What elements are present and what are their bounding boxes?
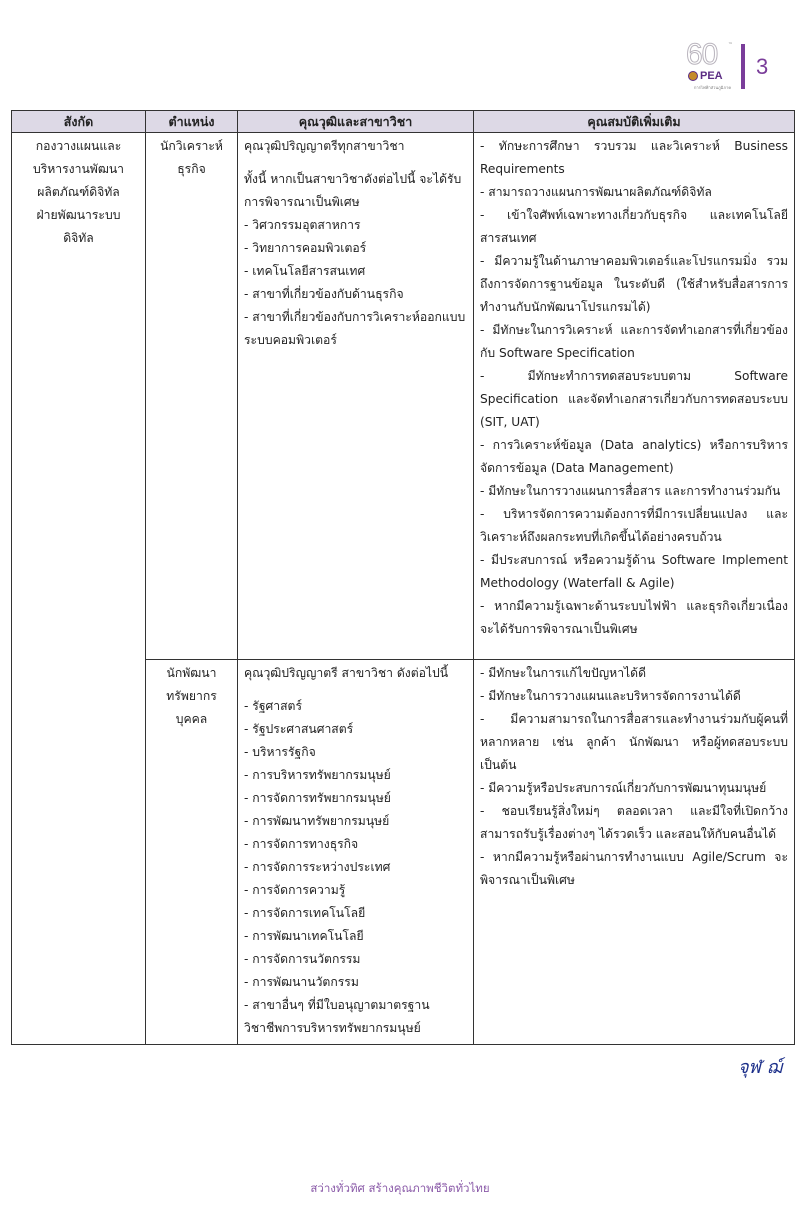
qualification-note: ทั้งนี้ หากเป็นสาขาวิชาดังต่อไปนี้ จะได้รับการพิจารณาเป็นพิเศษ bbox=[244, 172, 462, 209]
additional-cell bbox=[474, 133, 795, 660]
major-item: - รัฐศาสตร์ bbox=[244, 699, 303, 713]
additional-item: - มีประสบการณ์ หรือความรู้ด้าน Software Implement Methodology (Waterfall & Agile) bbox=[480, 553, 788, 590]
qualification-intro: คุณวุฒิปริญญาตรี สาขาวิชา ดังต่อไปนี้ bbox=[244, 666, 449, 680]
additional-item: - มีทักษะในการวางแผนการสื่อสาร และการทำงานร่วมกัน bbox=[480, 484, 781, 498]
major-item: - วิศวกรรมอุตสาหการ bbox=[244, 218, 361, 232]
major-item: - การจัดการทรัพยากรมนุษย์ bbox=[244, 791, 391, 805]
column-header-qualification: คุณวุฒิและสาขาวิชา bbox=[238, 111, 474, 133]
position-line: ทรัพยากร bbox=[166, 689, 217, 703]
department-line: ฝ่ายพัฒนาระบบ bbox=[36, 208, 121, 222]
logo-subtext: การไฟฟ้าส่วนภูมิภาค bbox=[694, 85, 731, 90]
additional-item: - มีความรู้ในด้านภาษาคอมพิวเตอร์และโปรแกรมมิ่ง รวมถึงการจัดการฐานข้อมูล ในระดับดี (ใช้สำหรับสื่อสารการทำงานกับนักพัฒนาโปรแกรมได้) bbox=[480, 254, 788, 314]
qualification-cell bbox=[238, 660, 474, 1045]
department-line: ดิจิทัล bbox=[63, 231, 94, 245]
major-item: - การจัดการนวัตกรรม bbox=[244, 952, 361, 966]
major-item: - บริหารรัฐกิจ bbox=[244, 745, 316, 759]
major-item: - สาขาที่เกี่ยวข้องกับการวิเคราะห์ออกแบบระบบคอมพิวเตอร์ bbox=[244, 310, 466, 347]
qualification-cell bbox=[238, 133, 474, 660]
qualification-intro: คุณวุฒิปริญญาตรีทุกสาขาวิชา bbox=[244, 139, 405, 153]
major-item: - การจัดการความรู้ bbox=[244, 883, 346, 897]
major-item: - การจัดการทางธุรกิจ bbox=[244, 837, 359, 851]
major-item: - สาขาที่เกี่ยวข้องกับด้านธุรกิจ bbox=[244, 287, 404, 301]
additional-item: - มีความรู้หรือประสบการณ์เกี่ยวกับการพัฒนาทุนมนุษย์ bbox=[480, 781, 767, 795]
additional-item: - หากมีความรู้เฉพาะด้านระบบไฟฟ้า และธุรกิจเกี่ยวเนื่อง จะได้รับการพิจารณาเป็นพิเศษ bbox=[480, 599, 788, 636]
major-item: - สาขาอื่นๆ ที่มีใบอนุญาตมาตรฐานวิชาชีพการบริหารทรัพยากรมนุษย์ bbox=[244, 998, 430, 1035]
additional-item: - ทักษะการศึกษา รวบรวม และวิเคราะห์ Business Requirements bbox=[480, 139, 788, 176]
position-line: นักวิเคราะห์ bbox=[160, 139, 223, 153]
major-item: - การพัฒนาเทคโนโลยี bbox=[244, 929, 364, 943]
column-header-department: สังกัด bbox=[12, 111, 146, 133]
additional-item: - มีทักษะในการแก้ไขปัญหาได้ดี bbox=[480, 666, 647, 680]
department-line: กองวางแผนและ bbox=[35, 139, 122, 153]
department-line: ผลิตภัณฑ์ดิจิทัล bbox=[37, 185, 120, 199]
table-row bbox=[12, 133, 795, 660]
position-cell bbox=[146, 133, 238, 660]
logo-60-text: 60 bbox=[686, 38, 718, 71]
additional-item: - ชอบเรียนรู้สิ่งใหม่ๆ ตลอดเวลา และมีใจที่เปิดกว้าง สามารถรับรู้เรื่องต่างๆ ได้รวดเร็ว และสอนให้กับคนอื่นได้ bbox=[480, 804, 788, 841]
signature: จุฬ ฌ์ bbox=[738, 1057, 782, 1078]
additional-item: - มีทักษะในการวางแผนและบริหารจัดการงานได้ดี bbox=[480, 689, 741, 703]
table-header-row bbox=[12, 111, 795, 133]
position-line: นักพัฒนา bbox=[166, 666, 217, 680]
major-item: - รัฐประศาสนศาสตร์ bbox=[244, 722, 354, 736]
page-number: 3 bbox=[756, 54, 769, 79]
logo-brand: PEA bbox=[688, 70, 723, 82]
footer-slogan: สว่างทั่วทิศ สร้างคุณภาพชีวิตทั่วไทย bbox=[310, 1181, 490, 1195]
pea-60-logo bbox=[684, 40, 736, 92]
additional-item: - การวิเคราะห์ข้อมูล (Data analytics) หรือการบริหารจัดการข้อมูล (Data Management) bbox=[480, 438, 788, 475]
additional-item: - บริหารจัดการความต้องการที่มีการเปลี่ยนแปลง และวิเคราะห์ถึงผลกระทบที่เกิดขึ้นได้อย่างครบถ้วน bbox=[480, 507, 788, 544]
major-item: - การบริหารทรัพยากรมนุษย์ bbox=[244, 768, 391, 782]
department-line: บริหารงานพัฒนา bbox=[32, 162, 125, 176]
additional-item: - สามารถวางแผนการพัฒนาผลิตภัณฑ์ดิจิทัล bbox=[480, 185, 712, 199]
column-header-additional: คุณสมบัติเพิ่มเติม bbox=[474, 111, 795, 133]
position-line: ธุรกิจ bbox=[177, 162, 206, 176]
pea-emblem-icon bbox=[688, 71, 698, 81]
position-line: บุคคล bbox=[175, 712, 208, 726]
column-header-position: ตำแหน่ง bbox=[146, 111, 238, 133]
additional-item: - มีความสามารถในการสื่อสารและทำงานร่วมกับผู้คนที่หลากหลาย เช่น ลูกค้า นักพัฒนา หรือผู้ทดสอบระบบ เป็นต้น bbox=[480, 712, 788, 772]
major-item: - การพัฒนานวัตกรรม bbox=[244, 975, 359, 989]
additional-item: - มีทักษะในการวิเคราะห์ และการจัดทำเอกสารที่เกี่ยวข้องกับ Software Specification bbox=[480, 323, 788, 360]
department-cell bbox=[12, 133, 146, 1045]
major-item: - การจัดการเทคโนโลยี bbox=[244, 906, 366, 920]
major-item: - การพัฒนาทรัพยากรมนุษย์ bbox=[244, 814, 390, 828]
qualification-table bbox=[11, 110, 795, 1045]
major-item: - เทคโนโลยีสารสนเทศ bbox=[244, 264, 366, 278]
additional-item: - เข้าใจศัพท์เฉพาะทางเกี่ยวกับธุรกิจ และเทคโนโลยีสารสนเทศ bbox=[480, 208, 788, 245]
additional-cell bbox=[474, 660, 795, 1045]
logo-trademark: ™ bbox=[728, 42, 733, 48]
header-divider bbox=[741, 44, 745, 89]
major-item: - การจัดการระหว่างประเทศ bbox=[244, 860, 391, 874]
additional-item: - หากมีความรู้หรือผ่านการทำงานแบบ Agile/Scrum จะพิจารณาเป็นพิเศษ bbox=[480, 850, 788, 887]
position-cell bbox=[146, 660, 238, 1045]
major-item: - วิทยาการคอมพิวเตอร์ bbox=[244, 241, 367, 255]
additional-item: - มีทักษะทำการทดสอบระบบตาม Software Specification และจัดทำเอกสารเกี่ยวกับการทดสอบระบบ (SIT, UAT) bbox=[480, 369, 788, 429]
